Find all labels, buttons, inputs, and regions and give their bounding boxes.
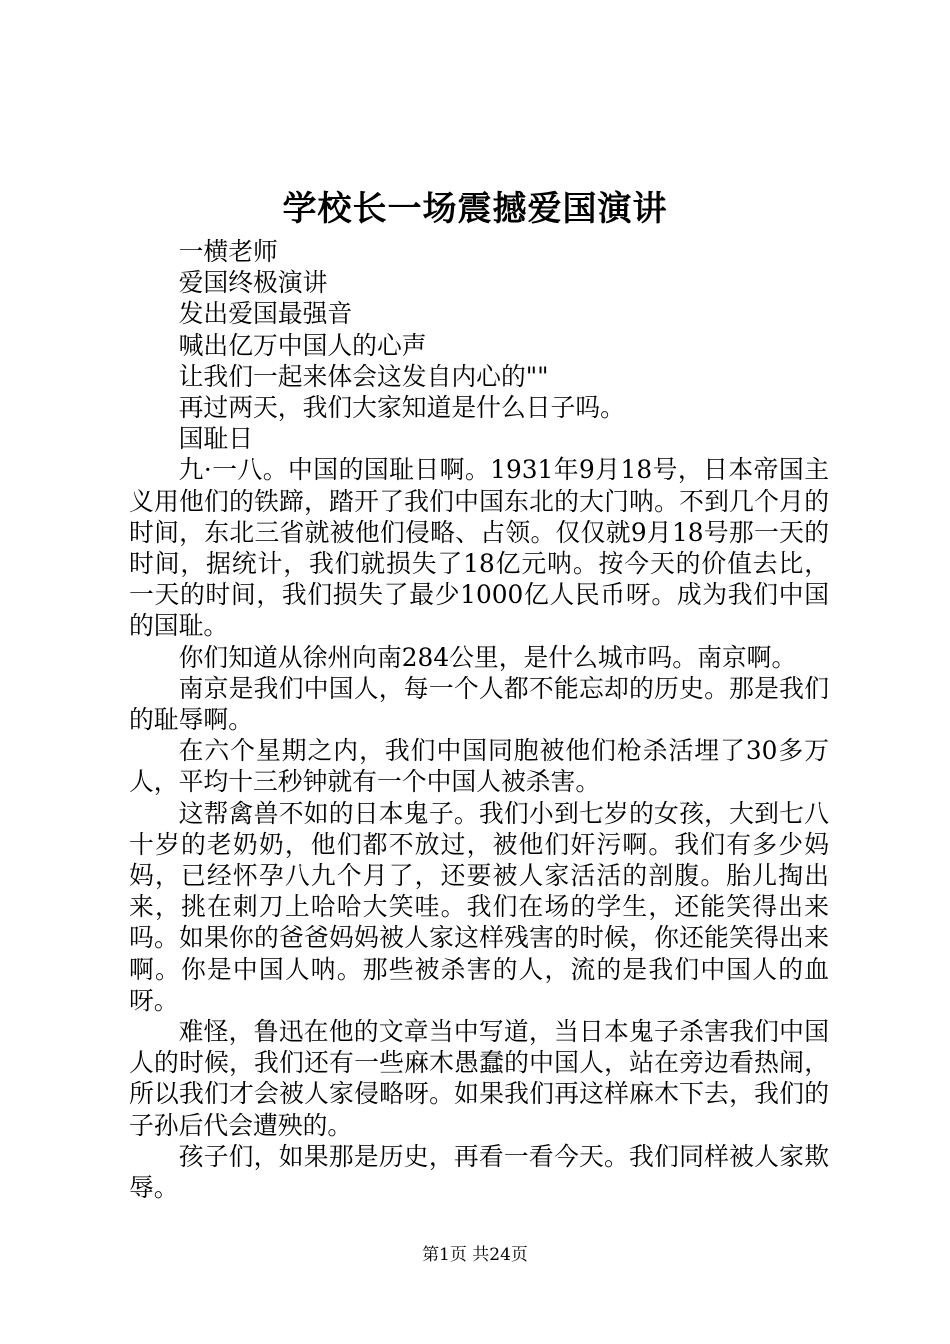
- document-body: [129, 236, 829, 1203]
- paragraph: 孩子们，如果那是历史，再看一看今天。我们同样被人家欺辱。: [129, 1141, 829, 1203]
- paragraph: 发出爱国最强音: [178, 299, 353, 329]
- paragraph: 一横老师: [178, 237, 278, 266]
- paragraph: 喊出亿万中国人的心声: [178, 330, 427, 360]
- paragraph: 国耻日: [178, 424, 253, 454]
- paragraph: 南京是我们中国人，每一个人都不能忘却的历史。那是我们的耻辱啊。: [129, 673, 829, 735]
- paragraph: 在六个星期之内，我们中国同胞被他们枪杀活埋了30多万人，平均十三秒钟就有一个中国人被杀害。: [129, 736, 829, 797]
- paragraph: 九·一八。中国的国耻日啊。1931年9月18号，日本帝国主义用他们的铁蹄，踏开了我们中国东北的大门呐。不到几个月的时间，东北三省就被他们侵略、占领。仅仅就9月18号那一天的时间，据统计，我们就损失了18亿元呐。按今天的价值去比，一天的时间，我们损失了最少1000亿人民币呀。成为我们中国的国耻。: [129, 455, 829, 641]
- document-title: 学校长一场震撼爱国演讲: [282, 189, 668, 229]
- paragraph: 爱国终极演讲: [178, 268, 328, 298]
- paragraph: 让我们一起来体会这发自内心的"": [178, 361, 549, 391]
- paragraph: 你们知道从徐州向南284公里，是什么城市吗。南京啊。: [178, 642, 797, 672]
- page-number-footer: 第1页 共24页: [422, 1245, 528, 1265]
- paragraph: 难怪，鲁迅在他的文章当中写道，当日本鬼子杀害我们中国人的时候，我们还有一些麻木愚蠢的中国人，站在旁边看热闹，所以我们才会被人家侵略呀。如果我们再这样麻木下去，我们的子孙后代会遭殃的。: [129, 1017, 829, 1140]
- paragraph: 这帮禽兽不如的日本鬼子。我们小到七岁的女孩，大到七八十岁的老奶奶，他们都不放过，被他们奸污啊。我们有多少妈妈，已经怀孕八九个月了，还要被人家活活的剖腹。胎儿掏出来，挑在刺刀上哈哈大笑哇。我们在场的学生，还能笑得出来吗。如果你的爸爸妈妈被人家这样残害的时候，你还能笑得出来啊。你是中国人呐。那些被杀害的人，流的是我们中国人的血呀。: [129, 798, 829, 1015]
- paragraph: 再过两天，我们大家知道是什么日子吗。: [178, 393, 625, 423]
